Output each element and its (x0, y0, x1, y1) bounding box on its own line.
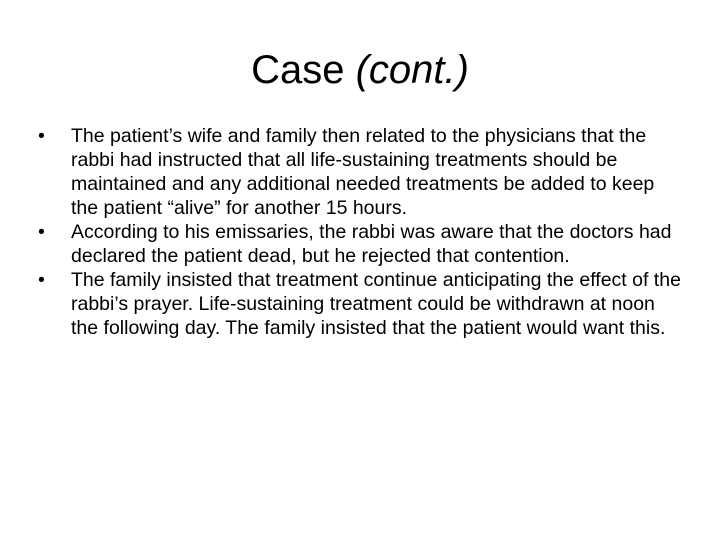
bullet-icon: • (38, 221, 45, 243)
bullet-icon: • (38, 269, 45, 291)
bullet-icon: • (38, 125, 45, 147)
slide-title-main: Case (251, 48, 345, 92)
bullet-text: The patient’s wife and family then related to the physicians that the rabbi had instructed that all life-sustaining treatments should be maintained and any additional needed treatments be added to keep the patient “alive” for another 15 hours. (71, 125, 655, 219)
slide-title-italic: (cont.) (355, 48, 469, 92)
slide-title (0, 44, 720, 96)
bullet-list (36, 124, 686, 340)
bullet-item (36, 220, 686, 268)
bullet-item (36, 268, 686, 340)
bullet-text: According to his emissaries, the rabbi was aware that the doctors had declared the patient dead, but he rejected that contention. (71, 221, 672, 267)
bullet-text: The family insisted that treatment continue anticipating the effect of the rabbi’s prayer. Life-sustaining treatment could be withdrawn at noon the following day. The family insisted that the patient would want this. (71, 269, 681, 339)
bullet-item (36, 124, 686, 220)
